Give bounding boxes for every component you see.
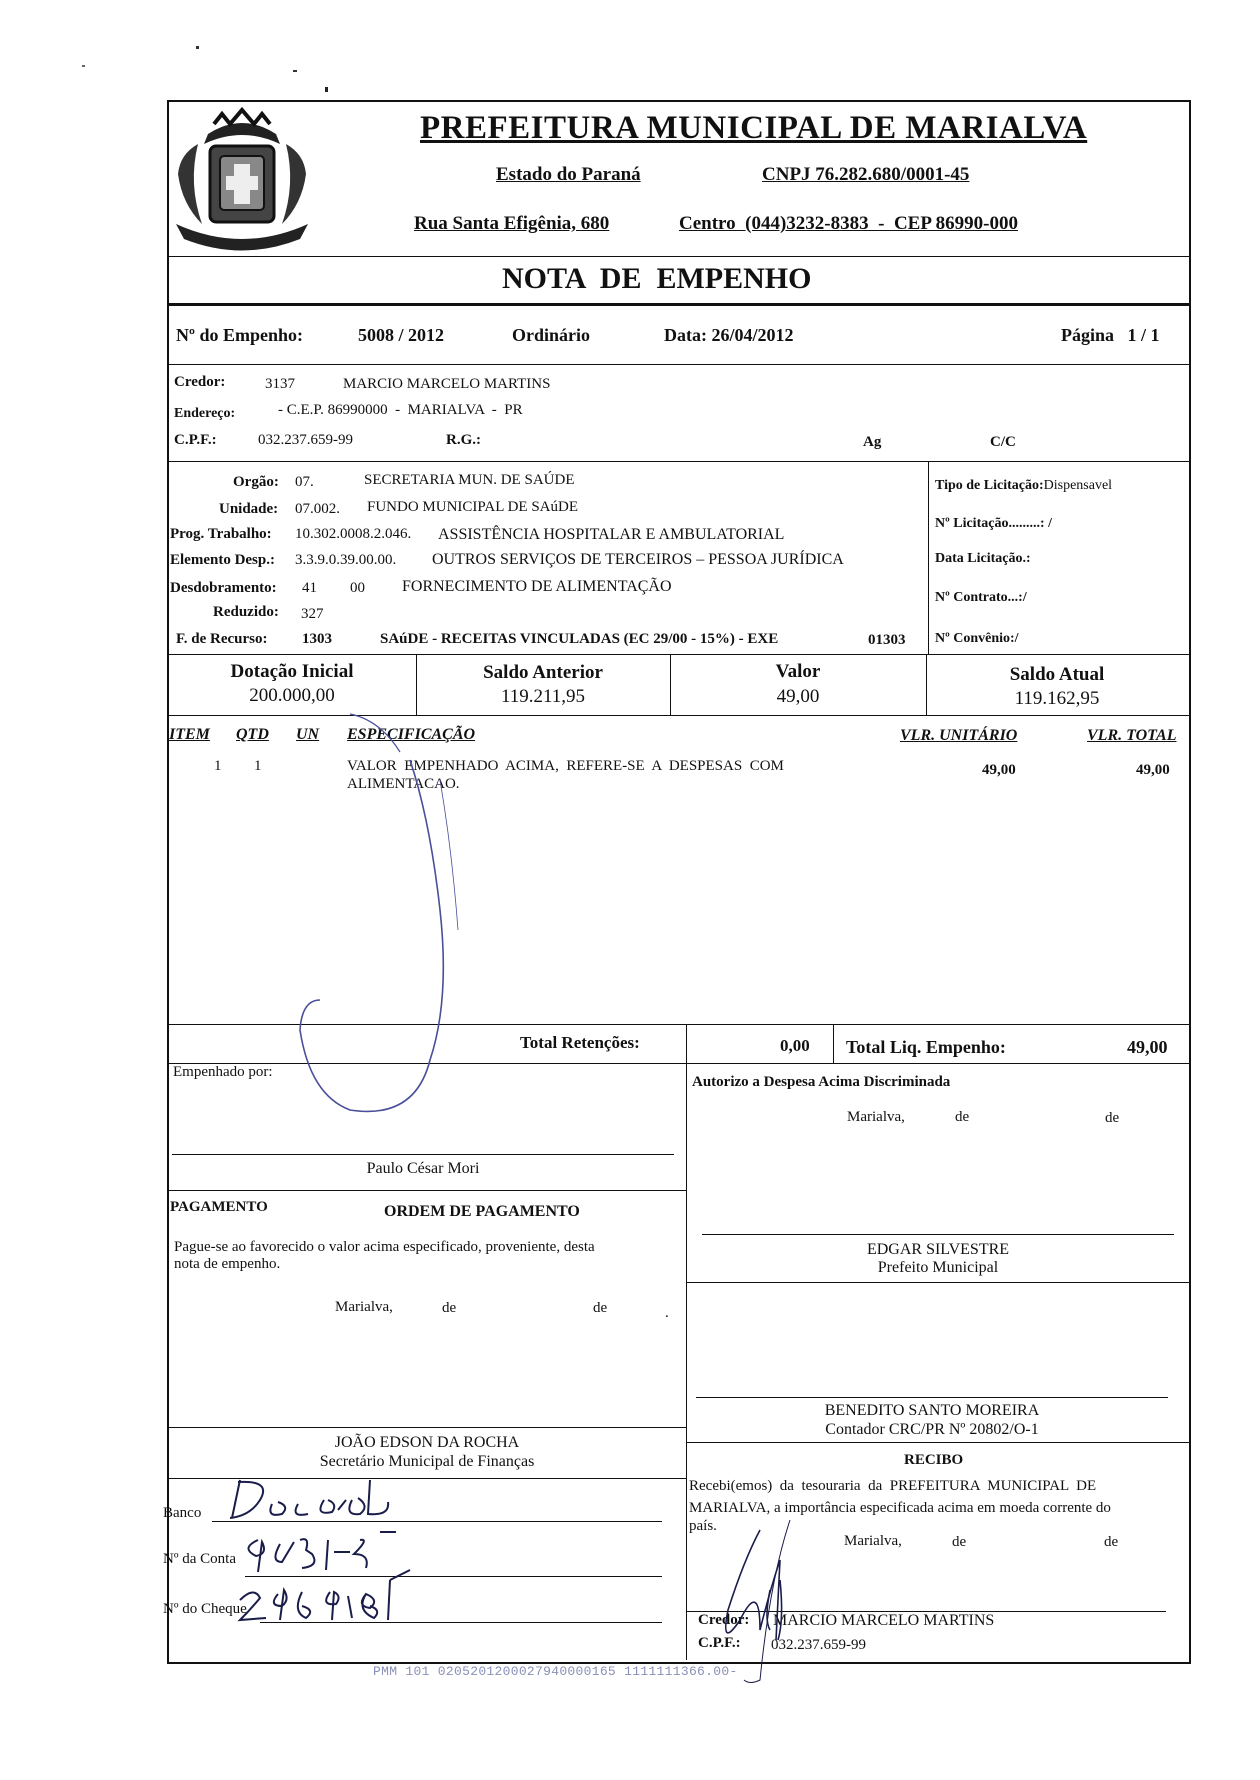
item-desc-line1: VALOR EMPENHADO ACIMA, REFERE-SE A DESPESAS COM — [347, 758, 784, 774]
pagamento-place: Marialva, — [335, 1299, 393, 1315]
coat-of-arms-logo — [168, 104, 316, 254]
desdobramento-a: 41 — [302, 580, 317, 596]
dot-mark: . — [665, 1305, 669, 1321]
empenho-type: Ordinário — [512, 325, 591, 345]
pagamento-de1: de — [442, 1300, 457, 1316]
divider — [686, 1282, 1189, 1283]
autorizo-de1: de — [955, 1109, 970, 1125]
convenio-number: Nº Convênio:/ — [935, 631, 1019, 646]
retencoes-label: Total Retenções: — [520, 1033, 640, 1052]
footer-barcode-text: PMM 101 0205201200027940000165 1111111366.00- — [373, 1664, 738, 1679]
signature-line — [172, 1154, 674, 1155]
orgao-code: 07. — [295, 474, 314, 490]
empenhado-label: Empenhado por: — [173, 1064, 273, 1080]
address-label: Endereço: — [174, 406, 236, 421]
divider — [928, 462, 929, 654]
recibo-text-line2: MARIALVA, a importância especificada acima em moeda corrente do — [689, 1500, 1111, 1516]
dotacao-label: Dotação Inicial — [230, 661, 354, 682]
contador-role: Contador CRC/PR Nº 20802/O-1 — [825, 1421, 1039, 1438]
credor-address: - C.E.P. 86990000 - MARIALVA - PR — [278, 402, 523, 418]
credor-code: 3137 — [265, 376, 295, 392]
autorizo-de2: de — [1105, 1110, 1120, 1126]
autorizo-name: EDGAR SILVESTRE — [866, 1241, 1010, 1258]
signature-recibo — [700, 1500, 840, 1690]
licitacao-tipo-text: Tipo de Licitação: — [935, 478, 1044, 493]
recibo-credor-label: Credor: — [698, 1612, 750, 1628]
conta-label: Nº da Conta — [163, 1551, 236, 1567]
handwritten-bank-info — [220, 1470, 480, 1630]
elemento-code: 3.3.9.0.39.00.00. — [295, 552, 397, 568]
divider — [167, 303, 1189, 306]
page-number: Página 1 / 1 — [1061, 325, 1160, 345]
header-address: Rua Santa Efigênia, 680 — [414, 213, 610, 234]
items-col-item: ITEM — [169, 726, 210, 743]
licitacao-date: Data Licitação.: — [935, 551, 1031, 566]
cc-label: C/C — [990, 434, 1016, 450]
unidade-label: Unidade: — [219, 501, 279, 517]
valor-label: Valor — [775, 661, 821, 682]
divider — [833, 1025, 834, 1063]
item-desc-line2: ALIMENTACAO. — [347, 776, 460, 792]
banco-label: Banco — [163, 1505, 202, 1521]
valor-value: 49,00 — [776, 686, 820, 707]
empenho-label: Nº do Empenho: — [176, 325, 303, 345]
divider — [167, 654, 1189, 655]
pagamento-name: JOÃO EDSON DA ROCHA — [334, 1434, 520, 1451]
recibo-credor-name: MARCIO MARCELO MARTINS — [773, 1612, 995, 1629]
item-total-value: 49,00 — [1136, 762, 1170, 778]
empenho-number: 5008 / 2012 — [358, 325, 445, 345]
scan-speck — [82, 65, 85, 67]
divider — [686, 1063, 687, 1660]
total-liquido-label: Total Liq. Empenho: — [846, 1037, 1006, 1057]
signature-line — [696, 1397, 1168, 1398]
unidade-name: FUNDO MUNICIPAL DE SAúDE — [367, 499, 578, 515]
retencoes-value: 0,00 — [780, 1036, 810, 1055]
recurso-name: SAúDE - RECEITAS VINCULADAS (EC 29/00 - 15%) - EXE — [380, 631, 779, 647]
autorizo-label: Autorizo a Despesa Acima Discriminada — [692, 1074, 951, 1090]
recibo-title: RECIBO — [904, 1452, 964, 1468]
divider — [167, 364, 1189, 365]
divider — [167, 1190, 687, 1191]
reduzido-label: Reduzido: — [213, 604, 279, 620]
item-unit-value: 49,00 — [982, 762, 1016, 778]
empenho-date: Data: 26/04/2012 — [664, 325, 794, 345]
item-number: 1 — [214, 758, 222, 774]
recibo-text-line1: Recebi(emos) da tesouraria da PREFEITURA MUNICIPAL DE — [689, 1478, 1097, 1494]
recurso-code: 1303 — [302, 631, 332, 647]
contrato-number: Nº Contrato...:/ — [935, 590, 1027, 605]
header-cnpj: CNPJ 76.282.680/0001-45 — [762, 164, 970, 185]
divider — [167, 461, 1189, 462]
cpf-label: C.P.F.: — [174, 432, 217, 448]
pagamento-role: Secretário Municipal de Finanças — [319, 1453, 535, 1470]
autorizo-place: Marialva, — [847, 1109, 905, 1125]
scan-speck — [293, 70, 297, 72]
recurso-number: 01303 — [868, 632, 906, 648]
header-contact: Centro (044)3232-8383 - CEP 86990-000 — [679, 213, 1018, 234]
items-col-un: UN — [296, 726, 320, 743]
item-qty: 1 — [254, 758, 262, 774]
ordem-pagamento-label: ORDEM DE PAGAMENTO — [384, 1203, 580, 1220]
reduzido-value: 327 — [301, 606, 324, 622]
items-col-especificacao: ESPECIFICAÇÃO — [347, 726, 476, 743]
desdobramento-b: 00 — [350, 580, 365, 596]
divider — [686, 1025, 687, 1063]
pagamento-text-line2: nota de empenho. — [174, 1256, 281, 1272]
unidade-code: 07.002. — [295, 501, 340, 517]
ag-label: Ag — [863, 434, 882, 450]
recibo-cpf: 032.237.659-99 — [771, 1637, 866, 1653]
empenhado-name: Paulo César Mori — [366, 1160, 480, 1177]
contador-name: BENEDITO SANTO MOREIRA — [824, 1402, 1040, 1419]
saldo-anterior-label: Saldo Anterior — [483, 662, 603, 683]
licitacao-number: Nº Licitação.........: / — [935, 516, 1052, 531]
prog-name: ASSISTÊNCIA HOSPITALAR E AMBULATORIAL — [438, 526, 785, 543]
scan-speck — [196, 46, 199, 49]
autorizo-role: Prefeito Municipal — [877, 1259, 999, 1276]
credor-name: MARCIO MARCELO MARTINS — [343, 376, 551, 392]
saldo-atual-value: 119.162,95 — [1014, 688, 1100, 709]
credor-label: Credor: — [174, 374, 226, 390]
signature-empenhado — [290, 700, 490, 1140]
doc-title: NOTA DE EMPENHO — [502, 262, 812, 295]
total-liquido-value: 49,00 — [1127, 1037, 1168, 1057]
desdobramento-label: Desdobramento: — [170, 580, 277, 596]
recibo-de2: de — [1104, 1534, 1119, 1550]
saldo-atual-label: Saldo Atual — [1009, 664, 1105, 685]
recibo-text-line3: país. — [689, 1518, 717, 1534]
recurso-label: F. de Recurso: — [176, 631, 268, 647]
items-col-unit-value: VLR. UNITÁRIO — [900, 727, 1018, 744]
desdobramento-name: FORNECIMENTO DE ALIMENTAÇÃO — [402, 578, 672, 595]
items-col-total-value: VLR. TOTAL — [1087, 727, 1177, 744]
licitacao-tipo-label — [935, 478, 1112, 494]
prog-code: 10.302.0008.2.046. — [295, 526, 412, 542]
signature-line — [702, 1234, 1174, 1235]
divider — [926, 655, 927, 715]
credor-cpf: 032.237.659-99 — [258, 432, 353, 448]
divider — [670, 655, 671, 715]
recibo-place: Marialva, — [844, 1533, 902, 1549]
header-title: PREFEITURA MUNICIPAL DE MARIALVA — [420, 110, 1088, 146]
scan-speck — [325, 87, 328, 92]
signature-line — [167, 1427, 687, 1428]
pagamento-text-line1: Pague-se ao favorecido o valor acima especificado, proveniente, desta — [174, 1239, 595, 1255]
elemento-label: Elemento Desp.: — [170, 552, 275, 568]
rg-label: R.G.: — [446, 432, 481, 448]
recibo-cpf-label: C.P.F.: — [698, 1635, 741, 1651]
header-state: Estado do Paraná — [496, 164, 641, 185]
items-col-qtd: QTD — [236, 726, 269, 743]
orgao-name: SECRETARIA MUN. DE SAÚDE — [364, 472, 575, 488]
pagamento-label: PAGAMENTO — [170, 1199, 268, 1215]
cheque-label: Nº do Cheque — [163, 1601, 247, 1617]
dotacao-value: 200.000,00 — [249, 685, 335, 706]
orgao-label: Orgão: — [233, 474, 279, 490]
divider — [686, 1442, 1189, 1443]
prog-label: Prog. Trabalho: — [170, 526, 272, 542]
elemento-name: OUTROS SERVIÇOS DE TERCEIROS – PESSOA JURÍDICA — [432, 551, 844, 568]
licitacao-tipo-value: Dispensavel — [1043, 478, 1113, 493]
recibo-de1: de — [952, 1534, 967, 1550]
pagamento-de2: de — [593, 1300, 608, 1316]
divider — [167, 256, 1189, 257]
saldo-anterior-value: 119.211,95 — [500, 686, 586, 707]
